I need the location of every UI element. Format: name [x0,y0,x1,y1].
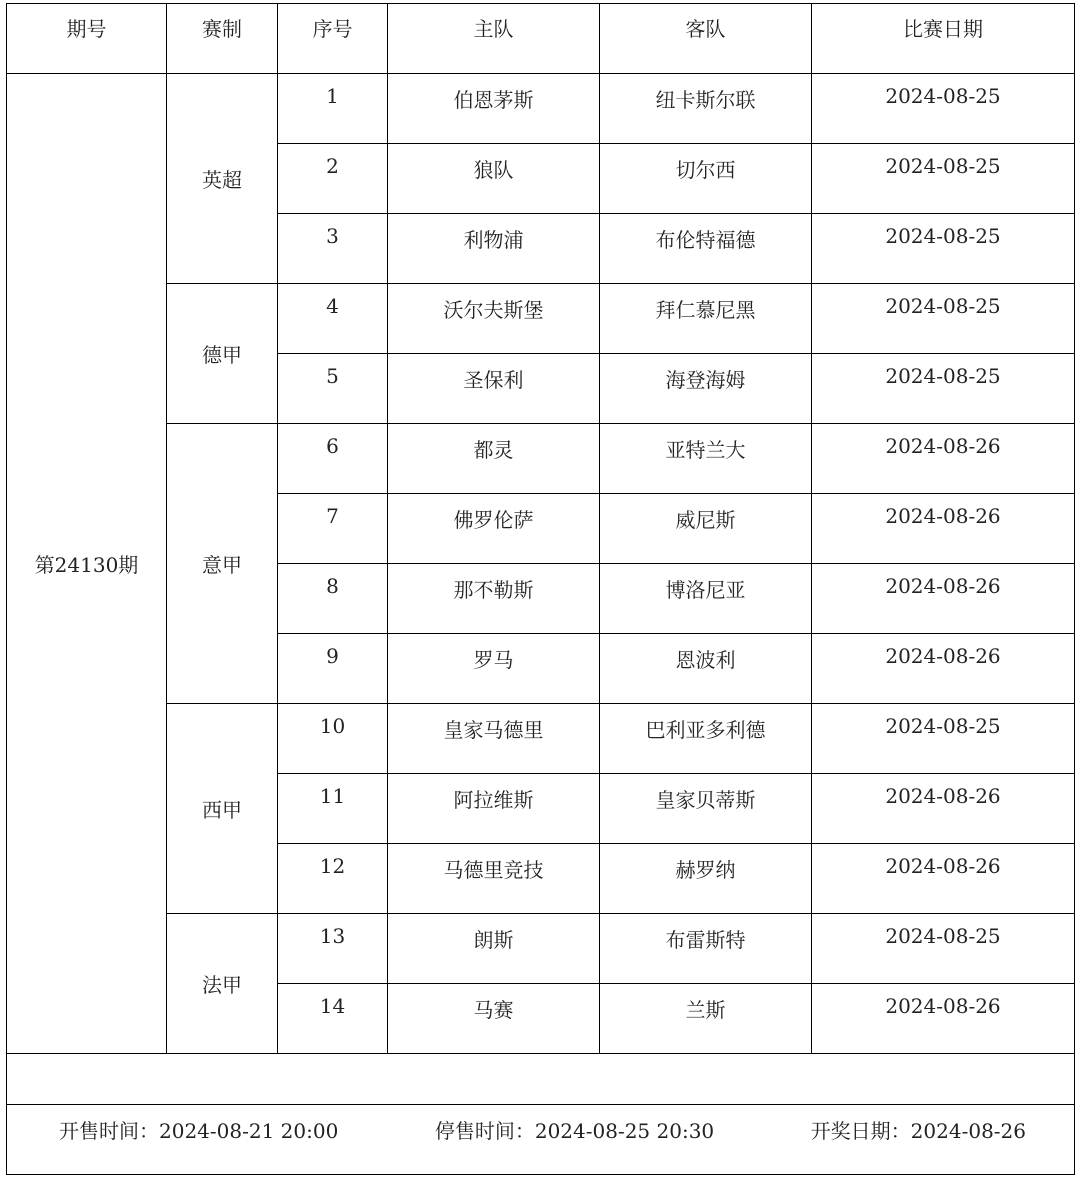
match-date-cell: 2024-08-26 [812,984,1075,1054]
match-date-cell: 2024-08-25 [812,74,1075,144]
home-team-cell: 那不勒斯 [388,564,600,634]
table-row [7,704,1075,774]
away-team-cell: 巴利亚多利德 [600,704,812,774]
home-team-cell: 都灵 [388,424,600,494]
home-team-cell: 皇家马德里 [388,704,600,774]
league-cell: 西甲 [167,704,278,914]
home-team-cell: 佛罗伦萨 [388,494,600,564]
home-team-cell: 利物浦 [388,214,600,284]
home-team-cell: 马德里竞技 [388,844,600,914]
sale-info [7,1115,1074,1144]
home-team-cell: 伯恩茅斯 [388,74,600,144]
match-schedule-sheet [6,3,1074,1175]
blank-row [7,1054,1075,1105]
seq-cell: 6 [278,424,388,494]
match-date-cell: 2024-08-26 [812,564,1075,634]
home-team-cell: 狼队 [388,144,600,214]
away-team-cell: 布伦特福德 [600,214,812,284]
away-team-cell: 博洛尼亚 [600,564,812,634]
match-date-cell: 2024-08-26 [812,424,1075,494]
header-home: 主队 [388,4,600,74]
match-date-cell: 2024-08-25 [812,214,1075,284]
match-date-cell: 2024-08-25 [812,354,1075,424]
table-row [7,284,1075,354]
home-team-cell: 马赛 [388,984,600,1054]
home-team-cell: 阿拉维斯 [388,774,600,844]
match-date-cell: 2024-08-25 [812,284,1075,354]
league-cell: 法甲 [167,914,278,1054]
seq-cell: 4 [278,284,388,354]
match-date-cell: 2024-08-26 [812,844,1075,914]
issue-cell: 第24130期 [7,74,167,1054]
home-team-cell: 圣保利 [388,354,600,424]
match-table [6,3,1075,1175]
away-team-cell: 皇家贝蒂斯 [600,774,812,844]
seq-cell: 2 [278,144,388,214]
table-row [7,74,1075,144]
footer-row [7,1105,1075,1175]
header-seq: 序号 [278,4,388,74]
seq-cell: 12 [278,844,388,914]
header-away: 客队 [600,4,812,74]
header-date: 比赛日期 [812,4,1075,74]
seq-cell: 8 [278,564,388,634]
away-team-cell: 威尼斯 [600,494,812,564]
draw-date: 开奖日期：2024-08-26 [810,1119,1026,1143]
blank-cell [7,1054,1075,1105]
league-cell: 英超 [167,74,278,284]
seq-cell: 11 [278,774,388,844]
league-cell: 德甲 [167,284,278,424]
seq-cell: 3 [278,214,388,284]
footer-cell [7,1105,1075,1175]
away-team-cell: 赫罗纳 [600,844,812,914]
league-cell: 意甲 [167,424,278,704]
seq-cell: 13 [278,914,388,984]
match-date-cell: 2024-08-26 [812,774,1075,844]
header-issue: 期号 [7,4,167,74]
home-team-cell: 朗斯 [388,914,600,984]
sale-start-time: 开售时间：2024-08-21 20:00 [59,1119,339,1143]
away-team-cell: 亚特兰大 [600,424,812,494]
match-date-cell: 2024-08-25 [812,144,1075,214]
home-team-cell: 沃尔夫斯堡 [388,284,600,354]
away-team-cell: 纽卡斯尔联 [600,74,812,144]
seq-cell: 5 [278,354,388,424]
away-team-cell: 布雷斯特 [600,914,812,984]
header-league: 赛制 [167,4,278,74]
header-row [7,4,1075,74]
away-team-cell: 拜仁慕尼黑 [600,284,812,354]
match-date-cell: 2024-08-26 [812,494,1075,564]
away-team-cell: 兰斯 [600,984,812,1054]
away-team-cell: 切尔西 [600,144,812,214]
seq-cell: 9 [278,634,388,704]
match-date-cell: 2024-08-26 [812,634,1075,704]
match-date-cell: 2024-08-25 [812,914,1075,984]
table-row [7,424,1075,494]
home-team-cell: 罗马 [388,634,600,704]
match-date-cell: 2024-08-25 [812,704,1075,774]
seq-cell: 7 [278,494,388,564]
away-team-cell: 海登海姆 [600,354,812,424]
table-row [7,914,1075,984]
seq-cell: 1 [278,74,388,144]
sale-stop-time: 停售时间：2024-08-25 20:30 [434,1119,715,1143]
seq-cell: 10 [278,704,388,774]
away-team-cell: 恩波利 [600,634,812,704]
seq-cell: 14 [278,984,388,1054]
